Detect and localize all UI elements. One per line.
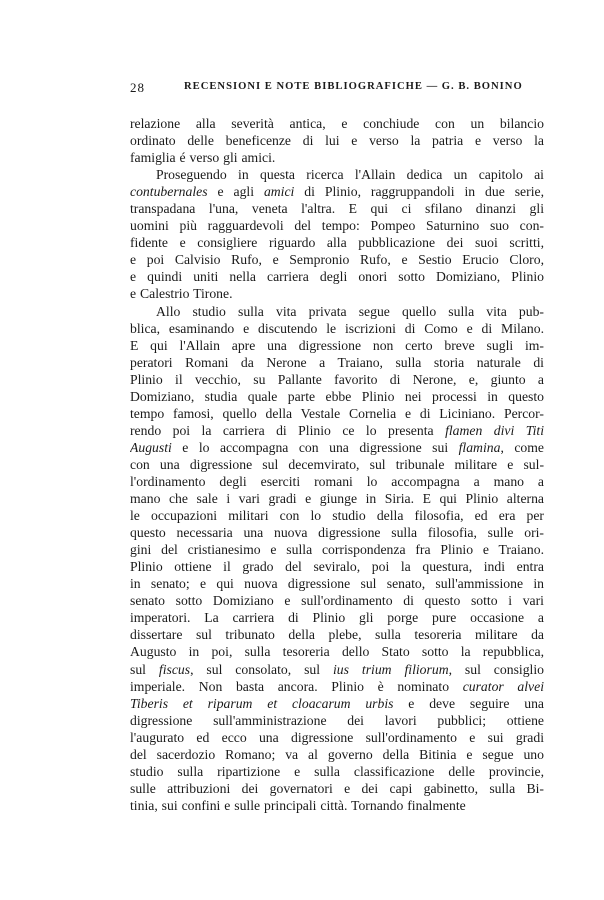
text-line — [130, 217, 544, 234]
text-segment: in senato; e qui nuova digressione sul senato, sull'ammissione in — [130, 576, 544, 592]
text-segment: gini del cristianesimo e sulla corrispondenza fra Plinio e Traiano. — [130, 542, 544, 558]
text-segment: famiglia é verso gli amici. — [130, 150, 276, 166]
text-line — [130, 797, 544, 814]
text-segment: Domiziano, studia quale parte ebbe Plinio nei processi in questo — [130, 388, 544, 404]
text-line — [130, 422, 544, 439]
text-line — [130, 780, 544, 797]
text-line — [130, 337, 544, 354]
text-line — [130, 303, 544, 320]
text-line — [130, 371, 544, 388]
paragraph — [130, 115, 544, 166]
page-number: 28 — [130, 80, 145, 95]
text-segment: Allo studio sulla vita privata segue quello sulla vita pub- — [156, 303, 544, 319]
text-segment: le occupazioni militari con lo studio della filosofia, ed era per — [130, 508, 544, 524]
text-line — [130, 388, 544, 405]
text-line — [130, 354, 544, 371]
text-line — [130, 575, 544, 592]
text-segment: peratori Romani da Nerone a Traiano, sulla storia naturale di — [130, 354, 544, 370]
paragraph — [130, 166, 544, 302]
text-line — [130, 456, 544, 473]
text-line — [130, 405, 544, 422]
text-segment: uomini più ragguardevoli del tempo: Pompeo Saturnino suo con- — [130, 218, 544, 234]
text-line — [130, 234, 544, 251]
italic-term: flamen divi Titi — [445, 422, 544, 438]
text-line — [130, 285, 544, 302]
italic-term: curator alvei — [462, 678, 544, 694]
text-segment: mano che sale i vari gradi e giunge in Siria. E qui Plinio alterna — [130, 491, 544, 507]
text-segment: digressione sull'amministrazione dei lavori pubblici; ottiene — [130, 712, 544, 728]
text-segment: tempo famosi, quello della Vestale Cornelia e di Liciniano. Percor- — [130, 405, 544, 421]
text-segment: Augusto in poi, sulla tesoreria dello Stato sotto la repubblica, — [130, 644, 544, 660]
italic-term: fiscus — [158, 661, 191, 677]
text-segment: imperatori. La carriera di Plinio gli porge pure occasione a — [130, 610, 544, 626]
text-segment: del sacerdozio Romano; va al governo della Bitinia e segue uno — [130, 746, 544, 762]
text-segment: questo necessaria una nuova digressione sulla filosofia, sulle ori- — [130, 525, 544, 541]
text-segment: dissertare sul tribunato della plebe, sulla tesoreria militare da — [130, 627, 544, 643]
text-segment: di Plinio, raggruppandoli in due serie, — [294, 184, 544, 200]
text-segment: transpadana l'una, veneta l'altra. E qui ci sfilano dinanzi gli — [130, 201, 544, 217]
text-line — [130, 251, 544, 268]
text-line — [130, 166, 544, 183]
text-line — [130, 473, 544, 490]
text-segment: sulle attribuzioni dei governatori e dei capi gabinetto, sulla Bi- — [130, 780, 544, 796]
text-segment: con una digressione sul decemvirato, sul tribunale militare e sul- — [130, 456, 544, 472]
text-segment: , come — [500, 439, 544, 455]
text-segment: ordinato delle beneficenze di lui e verso la patria e verso la — [130, 133, 544, 149]
text-line — [130, 609, 544, 626]
italic-term: flamina — [458, 439, 501, 455]
italic-term: amici — [263, 184, 295, 200]
text-line — [130, 507, 544, 524]
text-segment: relazione alla severità antica, e conchiude con un bilancio — [130, 116, 544, 131]
text-line — [130, 763, 544, 780]
text-line — [130, 200, 544, 217]
text-segment: e agli — [207, 184, 264, 200]
text-line — [130, 643, 544, 660]
text-segment: imperiale. Non basta ancora. Plinio è nominato — [130, 678, 463, 694]
text-line — [130, 183, 544, 200]
italic-term: contubernales — [130, 184, 208, 200]
text-segment: e poi Calvisio Rufo, e Sempronio Rufo, e Sestio Erucio Cloro, — [130, 252, 544, 268]
text-line — [130, 268, 544, 285]
text-segment: e lo accompagna con una digressione sui — [171, 439, 459, 455]
text-line — [130, 490, 544, 507]
text-segment: blica, esaminando e discutendo le iscrizioni di Como e di Milano. — [130, 320, 544, 336]
text-segment: e deve seguire una — [393, 695, 544, 711]
text-segment: E qui l'Allain apre una digressione non certo breve sugli im- — [130, 337, 544, 353]
text-line — [130, 524, 544, 541]
text-line — [130, 746, 544, 763]
text-segment: , sul consiglio — [448, 661, 544, 677]
text-segment: senato sotto Domiziano e sull'ordinamento di questo sotto i vari — [130, 593, 544, 609]
text-line — [130, 132, 544, 149]
paragraph — [130, 303, 544, 814]
text-segment: Plinio ottiene il grado del seviralo, poi la questura, indi entra — [130, 559, 544, 575]
text-line — [130, 626, 544, 643]
text-segment: sul — [130, 661, 159, 677]
text-line — [130, 592, 544, 609]
text-line — [130, 115, 544, 132]
text-segment: l'augurato ed ecco una digressione sull'ordinamento e sui gradi — [130, 729, 544, 745]
text-segment: e Calestrio Tirone. — [130, 286, 233, 302]
text-segment: e quindi uniti nella carriera degli onori sotto Domiziano, Plinio — [130, 269, 544, 285]
text-segment: fidente e consigliere riguardo alla pubblicazione dei suoi scritti, — [130, 235, 544, 251]
text-line — [130, 558, 544, 575]
text-line — [130, 712, 544, 729]
text-segment: l'ordinamento degli eserciti romani lo accompagna a mano a — [130, 473, 544, 489]
text-line — [130, 541, 544, 558]
text-segment: Proseguendo in questa ricerca l'Allain dedica un capitolo ai — [156, 167, 544, 183]
text-line — [130, 661, 544, 678]
text-line — [130, 729, 544, 746]
text-segment: , sul consolato, sul — [190, 661, 333, 677]
body-text — [130, 115, 544, 814]
text-line — [130, 695, 544, 712]
running-head-title: RECENSIONI E NOTE BIBLIOGRAFICHE — G. B. BONINO — [184, 81, 523, 92]
text-segment: rendo poi la carriera di Plinio ce lo presenta — [130, 422, 446, 438]
italic-term: Augusti — [130, 439, 172, 455]
text-line — [130, 678, 544, 695]
italic-term: Tiberis et riparum et cloacarum urbis — [130, 695, 394, 711]
text-segment: studio sulla ripartizione e sulla classificazione delle provincie, — [130, 763, 544, 779]
running-head — [130, 80, 546, 102]
text-line — [130, 320, 544, 337]
italic-term: ius trium filiorum — [333, 661, 449, 677]
text-line — [130, 149, 544, 166]
text-segment: tinia, sui confini e sulle principali città. Tornando finalmente — [130, 797, 466, 813]
text-line — [130, 439, 544, 456]
text-segment: Plinio il vecchio, su Pallante favorito di Nerone, e, giunto a — [130, 371, 544, 387]
